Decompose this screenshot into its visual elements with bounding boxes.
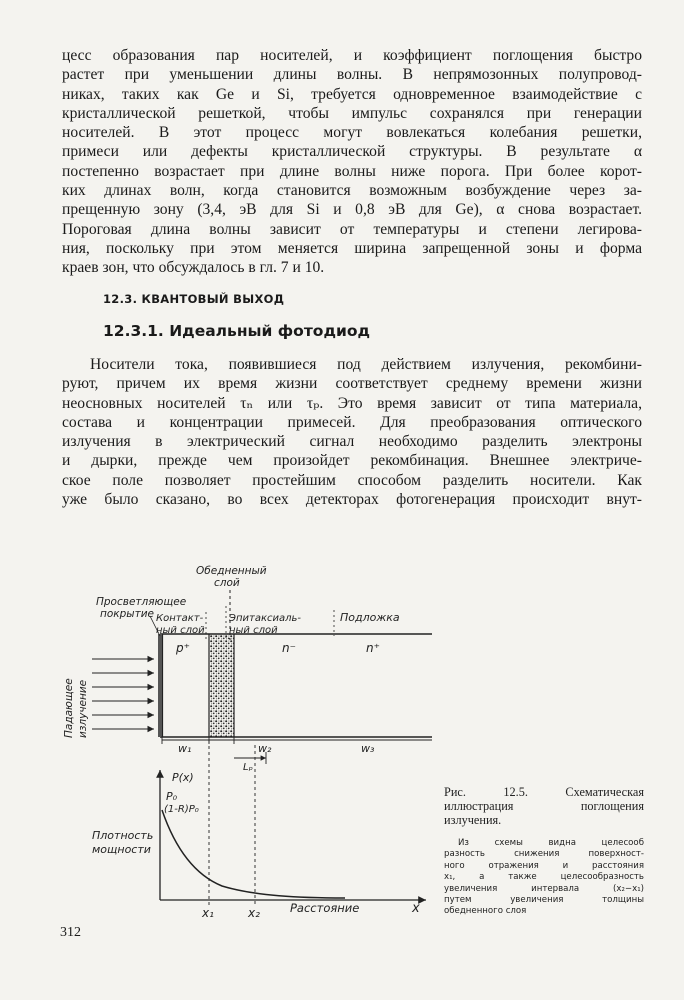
depletion-label: Обедненный	[196, 565, 267, 577]
contact-layer-label: ный слой	[156, 625, 205, 636]
epitaxial-layer-label: Эпитаксиаль-	[229, 613, 302, 624]
text-line: руют, причем их время жизни соответствует среднему времени жизни	[62, 375, 642, 393]
paragraph-2	[62, 355, 642, 509]
width-dimensions	[162, 736, 432, 764]
lp-label: Lₚ	[243, 762, 253, 773]
n-plus-label: n⁺	[366, 641, 380, 655]
page-number: 312	[60, 925, 81, 940]
antireflection-coating	[158, 634, 162, 737]
power-density-label: мощности	[92, 843, 151, 856]
text-line: ния, поскольку при этом меняется ширина запрещенной зоны и форма	[62, 239, 642, 257]
caption-line: Из схемы видна целесооб	[458, 838, 644, 848]
text-line: краев зон, что обсуждалось в гл. 7 и 10.	[62, 259, 325, 277]
caption-line: Рис. 12.5. Схематическая	[444, 785, 644, 799]
text-line: и дырки, прежде чем произойдет рекомбинация. Внешнее электриче-	[62, 452, 642, 470]
p0-label: P₀	[166, 790, 178, 803]
ar-coating-label: покрытие	[100, 608, 154, 620]
text-line: кристаллической решеткой, чтобы импульс сохранялся при генерации	[62, 104, 642, 122]
incident-radiation-arrows	[92, 659, 154, 729]
text-line: Носители тока, появившиеся под действием излучения, рекомбини-	[90, 356, 642, 373]
w3-label: w₃	[361, 742, 375, 755]
text-line: растет при уменьшении длины волны. В непрямозонных полупровод-	[62, 66, 642, 84]
caption-line: иллюстрация поглощения	[444, 799, 644, 813]
incident-radiation-label: излучение	[77, 679, 89, 738]
contact-layer-label: Контакт-	[156, 613, 204, 624]
text-line: цесс образования пар носителей, и коэффициент поглощения быстро	[62, 47, 642, 64]
caption-line: путем увеличения толщины	[444, 895, 644, 906]
subsection-heading: 12.3.1. Идеальный фотодиод	[103, 322, 371, 340]
x1-label: x₁	[202, 906, 214, 920]
caption-line: разность снижения поверхност-	[444, 849, 644, 860]
substrate-label: Подложка	[340, 611, 400, 624]
text-line: носителей. В этот процесс могут вовлекаться колебания решетки,	[62, 124, 642, 142]
p-plus-label: p⁺	[176, 641, 190, 655]
p-of-x-label: P(x)	[172, 771, 194, 784]
paragraph-1	[62, 46, 642, 278]
text-line: никах, таких как Ge и Si, требуется одновременное взаимодействие с	[62, 85, 642, 103]
text-line: ких длинах волн, когда становится возможным возбуждение через за-	[62, 182, 642, 200]
caption-line: обедненного слоя	[444, 906, 527, 917]
power-density-plot	[160, 740, 426, 905]
caption-line: x₁, а также целесообразность	[444, 872, 644, 883]
ar-coating-label: Просветляющее	[96, 596, 187, 608]
n-minus-label: n⁻	[282, 641, 296, 655]
figure-labels	[63, 565, 420, 920]
caption-line: излучения.	[444, 813, 502, 827]
w1-label: w₁	[178, 742, 192, 755]
section-heading: 12.3. КВАНТОВЫЙ ВЫХОД	[103, 292, 285, 306]
text-line: постепенно возрастает при длине волны ниже порога. При более корот-	[62, 162, 642, 180]
text-line: состава и концентрации примесей. Для преобразования оптического	[62, 413, 642, 431]
x-axis-label: x	[412, 901, 420, 916]
x2-label: x₂	[248, 906, 260, 920]
distance-label: Расстояние	[290, 901, 360, 915]
depletion-region	[209, 634, 234, 737]
text-line: уже было сказано, во всех детекторах фотогенерация происходит внут-	[62, 491, 642, 509]
w2-label: w₂	[258, 742, 272, 755]
reflected-p0-label: (1-R)P₀	[164, 804, 199, 815]
figure-caption-body	[444, 838, 644, 918]
text-line: Пороговая длина волны зависит от температуры и степени легирова-	[62, 220, 642, 238]
text-line: прещенную зону (3,4, эВ для Si и 0,8 эВ для Ge), α снова возрастает.	[62, 201, 642, 219]
text-line: неосновных носителей τₙ или τₚ. Это время зависит от типа материала,	[62, 394, 642, 412]
figure-caption-title	[444, 785, 644, 827]
text-line: примеси или дефекты кристаллической структуры. В результате α	[62, 143, 642, 161]
decay-curve	[162, 810, 345, 898]
depletion-label: слой	[214, 577, 240, 589]
power-density-label: Плотность	[92, 829, 154, 842]
absorption-figure	[40, 550, 440, 930]
text-line: ское поле позволяет простейшим способом разделить носители. Как	[62, 471, 642, 489]
caption-line: увеличения интервала (x₂−x₁)	[444, 883, 644, 894]
epitaxial-layer-label: ный слой	[229, 625, 278, 636]
incident-radiation-label: Падающее	[63, 678, 75, 738]
text-line: излучения в электрический сигнал необходимо разделить электроны	[62, 433, 642, 451]
caption-line: ного отражения и расстояния	[444, 860, 644, 871]
